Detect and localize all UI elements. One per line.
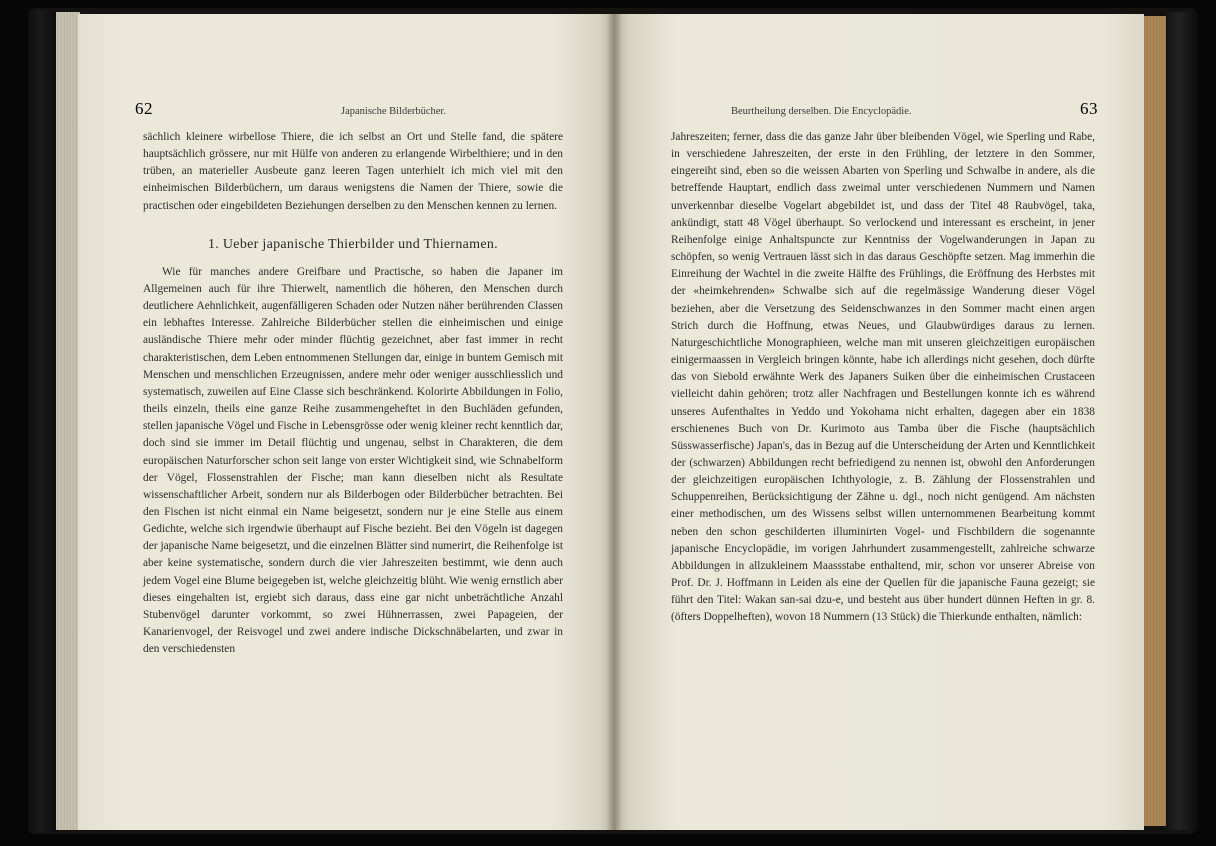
page-number: 63: [1080, 99, 1098, 118]
left-page-edges: [56, 12, 80, 830]
book-gutter: [606, 14, 622, 830]
right-running-head: [671, 99, 1098, 129]
body-paragraph: Wie für manches andere Greifbare und Practische, so haben die Japaner im Allgemeinen auch für ihre Thierwelt, namentlich die höheren, den Menschen durch deutlichere Aehnlichkeit, augenfälligeren Schaden oder Nutzen näher berührenden Classen ein lebhaftes Interesse. Zahlreiche Bilderbücher stellen die einheimischen und einige ausländische Thiere mehr oder minder flüchtig gezeichnet, aber fast immer in recht charakteristischen, dem Leben entnommenen Stellungen dar, einige in buntem Gemisch mit Menschen und menschlichen Erzeugnissen, andere mehr oder weniger ausschliesslich und systematisch, zuweilen auf Eine Classe sich beschränkend. Kolorirte Abbildungen in Folio, theils einzeln, theils eine ganze Reihe zusammengeheftet in den Buchläden gefunden, stellen japanische Vögel und Fische in Lebensgrösse oder wenig kleiner recht kenntlich dar, doch sind sie immer im Detail flüchtig und ungenau, selbst in Charakteren, die dem europäischen Naturforscher schon seit lange von erster Wichtigkeit sind, wie Schnabelform der Vögel, Flossenstrahlen der Fische; man kann dieselben nicht als Resultate wissenschaftlicher Arbeit, sondern nur als Bilderbogen oder Bilderbücher betrachten. Bei den Fischen ist nicht einmal ein Name beigesetzt, sondern nur je eine Stelle aus einem Gedichte, welche sich irgendwie überhaupt auf Fische bezieht. Bei den Vögeln ist dagegen der japanische Name beigesetzt, und die einzelnen Blätter sind numerirt, die Reihenfolge ist aber keine systematische, sondern durch die vier Jahreszeiten bestimmt, wie denn auch jedem Vogel eine Blume beigegeben ist, welche gleichzeitig blüht. Wie wenig ernstlich aber dieses eingehalten ist, ergiebt sich daraus, dass eine gar nicht unbeträchtliche Anzahl Stubenvögel darunter vorkommt, so zwei Hühnerrassen, zwei Papageien, der Kanarienvogel, der Reisvogel und zwei andere indische Dickschnäbelarten, und zwar in den verschiedensten: [143, 265, 563, 656]
left-page-text: [135, 99, 563, 658]
intro-paragraph: sächlich kleinere wirbellose Thiere, die ich selbst an Ort und Stelle fand, die spätere hauptsächlich grössere, nur mit Hülfe von anderen zu erlangende Wirbelthiere; und in den trüben, an materieller Ausbeute ganz leeren Tagen unterhielt ich mich viel mit den einheimischen Bilderbüchern, um daraus wenigstens die Namen der Thiere, sowie die practischen oder eingebildeten Beziehungen derselben zu den Menschen kennen zu lernen.: [143, 131, 563, 212]
running-title: Beurtheilung derselben. Die Encyclopädie.: [731, 106, 912, 117]
running-title: Japanische Bilderbücher.: [341, 106, 446, 117]
section-heading: 1. Ueber japanische Thierbilder und Thiernamen.: [208, 236, 498, 252]
right-page-text: [671, 99, 1098, 627]
left-cover: [28, 10, 58, 832]
body-paragraph: Jahreszeiten; ferner, dass die das ganze Jahr über bleibenden Vögel, wie Sperling und Rabe, in verschiedene Jahreszeiten, der erste in den Frühling, der letztere in den Sommer, eingereiht sind, eben so die weissen Abarten von Sperling und Schwalbe in andere, als die betreffende Hauptart, endlich dass zweimal unter verschiedenen Nummern und Namen unverkennbar dieselbe Vogelart abgebildet ist, und dass der Titel 48 Raubvögel, taka, ankündigt, statt 48 Vögel überhaupt. So verlockend und interessant es erscheint, in jener Reihenfolge einige Anhaltspuncte zur Kenntniss der Vogelwanderungen in Japan zu schöpfen, so wenig Vertrauen lässt sich in das daraus Geschöpfte setzen. Mag immerhin die Einreihung der Wachtel in die zweite Hälfte des Frühlings, die Eröffnung des Herbstes mit der «heimkehrenden» Schwalbe sich auf die regelmässige Wanderung dieser Vögel beziehen, aber die Versetzung des Seidenschwanzes in den Sommer macht einen argen Strich durch die Hoffnung, etwas Neues, und Glaubwürdiges daraus zu lernen. Naturgeschichtliche Monographieen, welche man mit unseren gleichzeitigen europäischen einigermaassen in Vergleich bringen könnte, habe ich allerdings nicht gesehen, doch dürfte das von Siebold erwähnte Werk des Japaners Suiken über die einheimischen Crustaceen vielleicht dahin gehören; trotz aller Nachfragen und Bestellungen konnte ich es während unseres Aufenthaltes in Yeddo und Yokohama nicht erhalten, dagegen aber ein 1838 erschienenes Buch von Dr. Kurimoto aus Tamba über die Fische (hauptsächlich Süsswasserfische) Japan's, das in Bezug auf die Unterscheidung der Arten und Kenntlichkeit der (schwarzen) Abbildungen recht befriedigend zu nennen ist, obwohl den Anforderungen der gleichzeitigen europäischen Ichthyologie, z. B. Zählung der Flossenstrahlen und Schuppenreihen, Berücksichtigung der Zähne u. dgl., noch nicht genügend. Am nächsten einer methodischen, um des Wissens selbst willen unternommenen Bearbeitung kommt neben den schon geschilderten illuminirten Vogel- und Fischbildern die sogenannte japanische Encyclopädie, im vorigen Jahrhundert zusammengestellt, zahlreiche schwarze Abbildungen in allzukleinem Maassstabe enthaltend, mir, schon vor unserer Abreise von Prof. Dr. J. Hoffmann in Leiden als eine der Quellen für die japanische Fauna gezeigt; sie führt den Titel: Wakan san-sai dzu-e, und besteht aus über hundert dünnen Heften in gr. 8. (öfters Doppelheften), wovon 18 Nummern (13 Stück) die Thierkunde enthalten, nämlich:: [671, 131, 1095, 624]
left-running-head: [135, 99, 563, 129]
page-number: 62: [135, 99, 153, 118]
